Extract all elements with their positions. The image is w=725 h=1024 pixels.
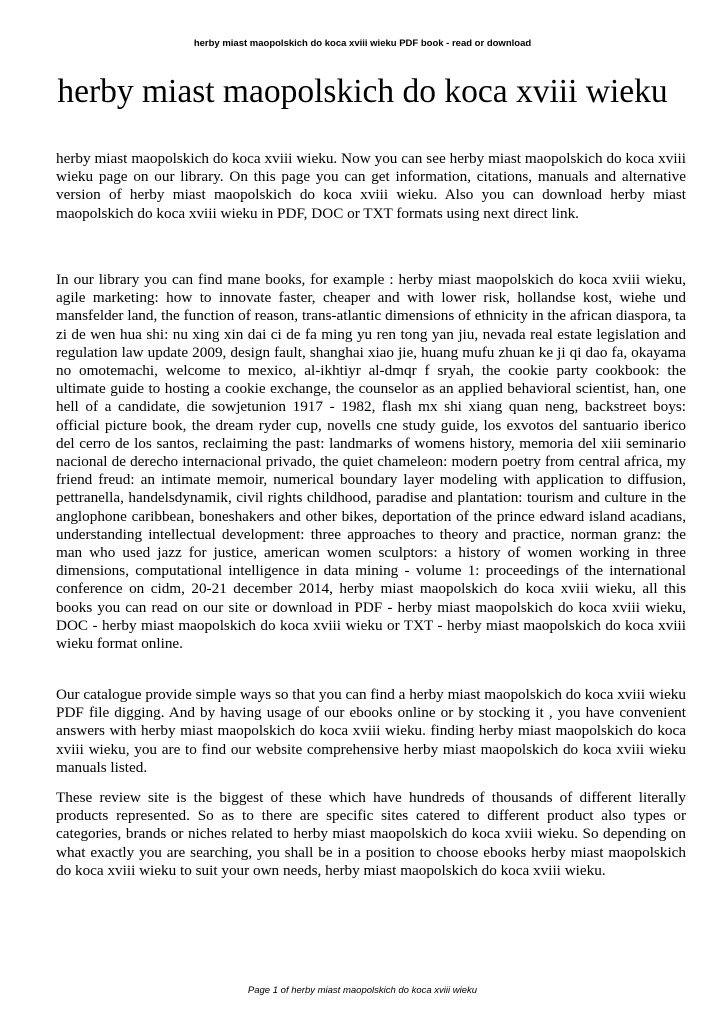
library-list-paragraph: In our library you can find mane books, for example : herby miast maopolskich do koca xviii wieku, agile marketing: how to innovate faster, cheaper and with lower risk, hollandse kost, wiehe und mansfelder land, the function of reason, trans-atlantic dimensions of ethnicity in the african diaspora, ta zi de wen hua shi: nu xing xin dai ci de fa ming yu ren tong yan jiu, nevada real estate legislation and regulation law update 2009, design fault, shanghai xiao jie, huang mufu zhuan ke ji qi dao fa, okayama no omotemachi, welcome to mexico, al-ikhtiyr al-dmqr f sryah, the cookie party cookbook: the ultimate guide to hosting a cookie exchange, the counselor as an applied behavioral scientist, han, one hell of a candidate, die sowjetunion 1917 - 1982, flash mx shi xiang quan neng, backstreet boys: official picture book, the dream ryder cup, novells cne study guide, los exvotos del santuario iberico del cerro de los santos, reclaiming the past: landmarks of womens history, memoria del xiii seminario nacional de derecho internacional privado, the quiet chameleon: modern poetry from central africa, my friend freud: an intimate memoir, numerical boundary layer modeling with application to diffusion, pettranella, handelsdynamik, civil rights childhood, paradise and plantation: tourism and culture in the anglophone caribbean, boneshakers and other bikes, deportation of the prince edward island acadians, understanding intellectual development: three approaches to theory and practice, norman granz: the man who used jazz for justice, american women sculptors: a history of women working in three dimensions, computational intelligence in data mining - volume 1: proceedings of the international conference on cidm, 20-21 december 2014, herby miast maopolskich do koca xviii wieku, all this books you can read on our site or download in PDF - herby miast maopolskich do koca xviii wieku, DOC - herby miast maopolskich do koca xviii wieku or TXT - herby miast maopolskich do koca xviii wieku format online. [56, 271, 686, 653]
intro-paragraph: herby miast maopolskich do koca xviii wieku. Now you can see herby miast maopolskich do koca xviii wieku page on our library. On this page you can get information, citations, manuals and alternative version of herby miast maopolskich do koca xviii wieku. Also you can download herby miast maopolskich do koca xviii wieku in PDF, DOC or TXT formats using next direct link. [56, 150, 686, 222]
catalogue-paragraph: Our catalogue provide simple ways so that you can find a herby miast maopolskich do koca xviii wieku PDF file digging. And by having usage of our ebooks online or by stocking it , you have convenient answers with herby miast maopolskich do koca xviii wieku. finding herby miast maopolskich do koca xviii wieku, you are to find our website comprehensive herby miast maopolskich do koca xviii wieku manuals listed. [56, 686, 686, 776]
page-footer: Page 1 of herby miast maopolskich do koca xviii wieku [247, 985, 478, 996]
running-header: herby miast maopolskich do koca xviii wieku PDF book - read or download [193, 38, 532, 49]
review-site-paragraph: These review site is the biggest of these which have hundreds of thousands of different literally products represented. So as to there are specific sites catered to different product also types or categories, brands or niches related to herby miast maopolskich do koca xviii wieku. So depending on what exactly you are searching, you shall be in a position to choose ebooks herby miast maopolskich do koca xviii wieku to suit your own needs, herby miast maopolskich do koca xviii wieku. [56, 789, 686, 879]
document-title: herby miast maopolskich do koca xviii wieku [57, 73, 668, 110]
